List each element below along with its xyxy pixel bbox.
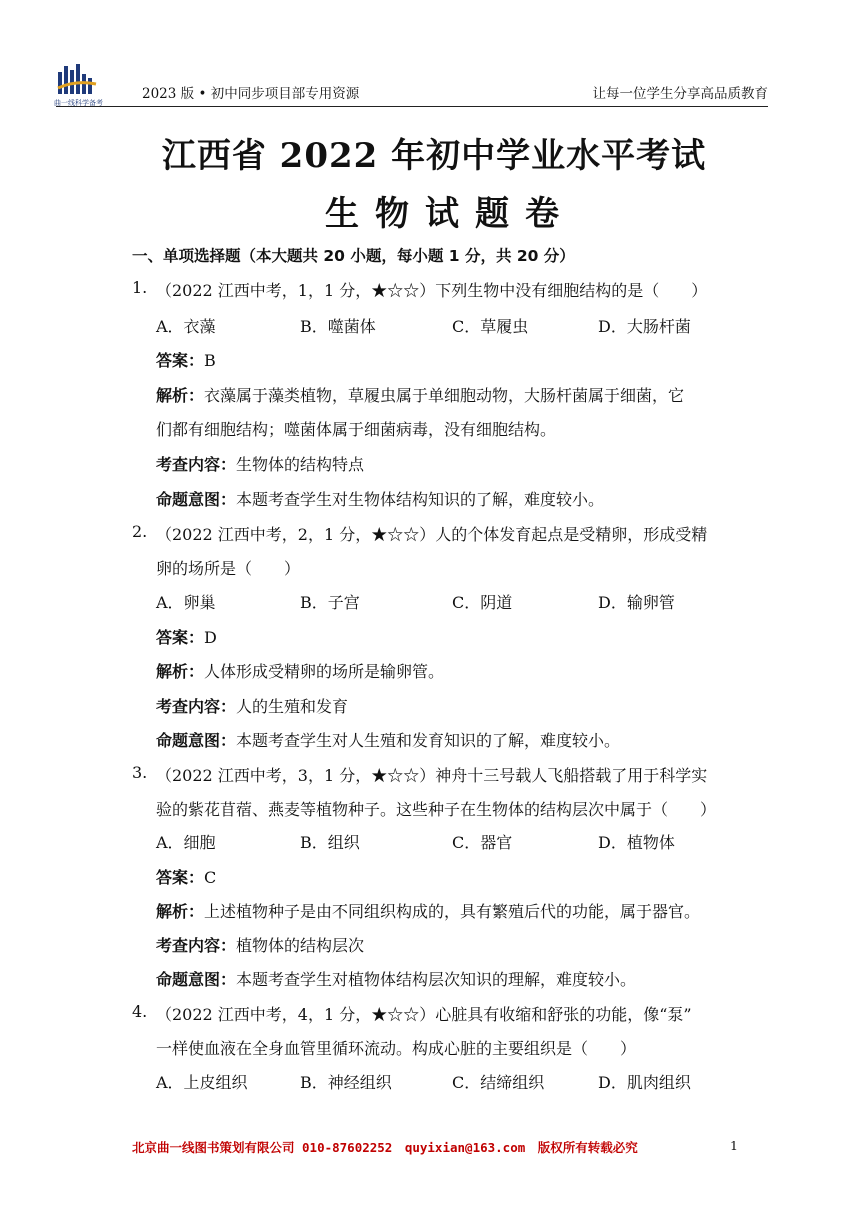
content-text: 人的生殖和发育 — [236, 697, 349, 716]
answer-value: D — [204, 628, 217, 647]
page-footer: 北京曲一线图书策划有限公司 010-87602252 quyixian@163.com 版权所有转载必究 — [132, 1140, 638, 1155]
answer-value: B — [204, 351, 216, 370]
question-number: 2. — [132, 522, 148, 541]
option-d: D．大肠杆菌 — [598, 317, 691, 336]
option-b: B．神经组织 — [300, 1073, 392, 1092]
question-number: 1. — [132, 278, 148, 297]
question-stem-continued: 一样使血液在全身血管里循环流动。构成心脏的主要组织是（ ） — [156, 1039, 637, 1058]
analysis-text: 上述植物种子是由不同组织构成的，具有繁殖后代的功能，属于器官。 — [204, 902, 701, 921]
intent-text: 本题考查学生对人生殖和发育知识的了解，难度较小。 — [236, 731, 621, 750]
question-stem-continued: 卵的场所是（ ） — [156, 559, 301, 578]
page-number: 1 — [730, 1138, 738, 1153]
intent-text: 本题考查学生对植物体结构层次知识的理解，难度较小。 — [236, 970, 637, 989]
question-stem: （2022 江西中考，1，1 分，★☆☆）下列生物中没有细胞结构的是（ ） — [156, 281, 708, 300]
option-a: A．上皮组织 — [156, 1073, 248, 1092]
content-label: 考查内容： — [156, 697, 237, 716]
answer-label: 答案： — [156, 628, 205, 647]
header-divider — [56, 106, 768, 107]
option-c: C．草履虫 — [452, 317, 529, 336]
content-line — [156, 694, 348, 717]
intent-line — [156, 728, 620, 751]
option-c: C．阴道 — [452, 593, 513, 612]
option-b: B．子宫 — [300, 593, 360, 612]
header-left-text: 2023 版 • 初中同步项目部专用资源 — [142, 86, 360, 102]
intent-text: 本题考查学生对生物体结构知识的了解，难度较小。 — [236, 490, 605, 509]
content-label: 考查内容： — [156, 936, 237, 955]
option-b: B．噬菌体 — [300, 317, 376, 336]
option-d: D．输卵管 — [598, 593, 675, 612]
question-stem: （2022 江西中考，3，1 分，★☆☆）神舟十三号载人飞船搭载了用于科学实 — [156, 766, 708, 785]
content-text: 生物体的结构特点 — [236, 455, 365, 474]
option-c: C．器官 — [452, 833, 513, 852]
question-stem-continued: 验的紫花苜蓿、燕麦等植物种子。这些种子在生物体的结构层次中属于（ ） — [156, 800, 717, 819]
option-b: B．组织 — [300, 833, 360, 852]
analysis-line — [156, 899, 700, 922]
logo-text: 曲一线科学备考 — [54, 99, 103, 107]
question-number: 3. — [132, 763, 148, 782]
intent-label: 命题意图： — [156, 490, 237, 509]
question-stem: （2022 江西中考，4，1 分，★☆☆）心脏具有收缩和舒张的功能，像“泵” — [156, 1005, 692, 1024]
option-c: C．结缔组织 — [452, 1073, 545, 1092]
analysis-text: 人体形成受精卵的场所是输卵管。 — [204, 662, 445, 681]
analysis-line — [156, 383, 684, 406]
answer-line — [156, 865, 216, 888]
answer-line — [156, 625, 217, 648]
content-label: 考查内容： — [156, 455, 237, 474]
option-a: A．卵巢 — [156, 593, 216, 612]
option-d: D．植物体 — [598, 833, 675, 852]
answer-label: 答案： — [156, 868, 205, 887]
section-heading: 一、单项选择题（本大题共 20 小题，每小题 1 分，共 20 分） — [132, 247, 575, 265]
content-line — [156, 452, 364, 475]
answer-line — [156, 348, 216, 371]
exam-subtitle: 生物试题卷 — [325, 194, 575, 234]
analysis-label: 解析： — [156, 386, 205, 405]
option-a: A．细胞 — [156, 833, 216, 852]
question-number: 4. — [132, 1002, 148, 1021]
option-d: D．肌肉组织 — [598, 1073, 691, 1092]
analysis-text: 衣藻属于藻类植物，草履虫属于单细胞动物，大肠杆菌属于细菌，它 — [204, 386, 685, 405]
header-right-text: 让每一位学生分享高品质教育 — [592, 86, 768, 102]
content-line — [156, 933, 364, 956]
analysis-label: 解析： — [156, 662, 205, 681]
page-header — [56, 62, 768, 108]
analysis-line — [156, 659, 444, 682]
analysis-text-continued: 们都有细胞结构；噬菌体属于细菌病毒，没有细胞结构。 — [156, 420, 557, 439]
content-text: 植物体的结构层次 — [236, 936, 365, 955]
answer-label: 答案： — [156, 351, 205, 370]
intent-line — [156, 487, 604, 510]
intent-label: 命题意图： — [156, 731, 237, 750]
intent-line — [156, 967, 636, 990]
exam-title: 江西省 2022 年初中学业水平考试 — [161, 136, 707, 176]
question-stem: （2022 江西中考，2，1 分，★☆☆）人的个体发育起点是受精卵，形成受精 — [156, 525, 708, 544]
intent-label: 命题意图： — [156, 970, 237, 989]
answer-value: C — [204, 868, 217, 887]
option-a: A．衣藻 — [156, 317, 216, 336]
analysis-label: 解析： — [156, 902, 205, 921]
